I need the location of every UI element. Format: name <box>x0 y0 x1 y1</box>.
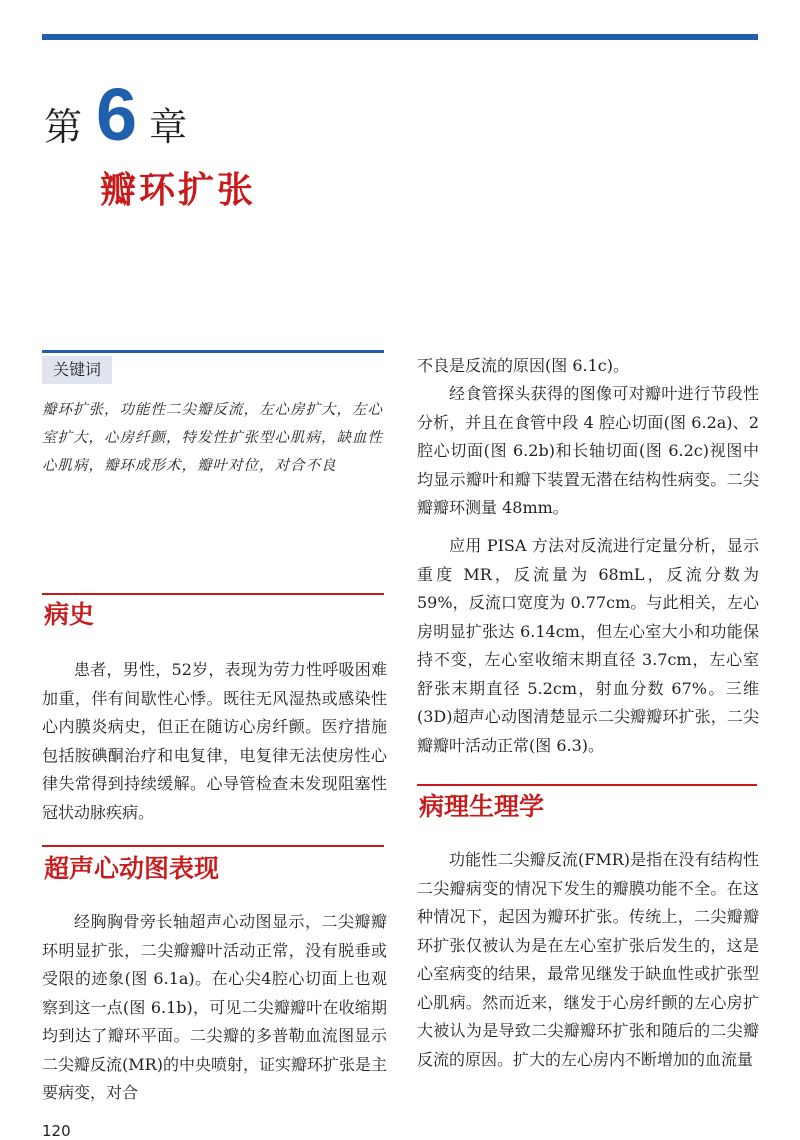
chapter-suffix: 章 <box>149 105 188 149</box>
chapter-title: 瓣环扩张 <box>100 170 257 211</box>
history-rule <box>42 593 384 595</box>
echo-continuation: 不良是反流的原因(图 6.1c)。 <box>417 356 629 375</box>
chapter-number: 6 <box>96 73 138 156</box>
echo-heading: 超声心动图表现 <box>44 854 220 883</box>
page-number: 120 <box>42 1122 71 1140</box>
pisa-paragraph: 应用 PISA 方法对反流进行定量分析，显示重度 MR，反流量为 68mL，反流分数为 59%，反流口宽度为 0.77cm。与此相关，左心房明显扩张达 6.14cm，但左心室大小和功能保持不变，左心室收缩末期直径 3.7cm，左心室舒张末期直径 5.2cm，射血分数 67%。三维(3D)超声心动图清楚显示二尖瓣瓣环扩张，二尖瓣瓣叶活动正常(图 6.3)。 <box>417 536 759 755</box>
echo-rule <box>42 845 384 847</box>
history-paragraph: 患者，男性，52岁，表现为劳力性呼吸困难加重，伴有间歇性心悸。既往无风湿热或感染性心内膜炎病史，但正在随访心房纤颤。医疗措施包括胺碘酮治疗和电复律，电复律无法使房性心律失常得到持续缓解。心导管检查未发现阻塞性冠状动脉疾病。 <box>42 660 387 822</box>
patho-heading: 病理生理学 <box>419 792 545 821</box>
patho-paragraph: 功能性二尖瓣反流(FMR)是指在没有结构性二尖瓣病变的情况下发生的瓣膜功能不全。在这种情况下，起因为瓣环扩张。传统上，二尖瓣瓣环扩张仅被认为是在左心室扩张后发生的，这是心室病变的结果，最常见继发于缺血性或扩张型心肌病。然而近来，继发于心房纤颤的左心房扩大被认为是导致二尖瓣瓣环扩张和随后的二尖瓣反流的原因。扩大的左心房内不断增加的血流量 <box>417 850 759 1069</box>
chapter-prefix: 第 <box>44 105 83 149</box>
tee-paragraph: 经食管探头获得的图像可对瓣叶进行节段性分析，并且在食管中段 4 腔心切面(图 6.2a)、2 腔心切面(图 6.2b)和长轴切面(图 6.2c)视图中均显示瓣叶和瓣下装置无潜在结构性病变。二尖瓣瓣环测量 48mm。 <box>417 384 759 517</box>
header-rule <box>42 34 758 40</box>
history-heading: 病史 <box>44 600 95 629</box>
patho-rule <box>417 784 757 786</box>
keywords-label: 关键词 <box>42 356 112 384</box>
keywords-text: 瓣环扩张，功能性二尖瓣反流，左心房扩大，左心室扩大，心房纤颤，特发性扩张型心肌病，缺血性心肌病，瓣环成形术，瓣叶对位，对合不良 <box>42 402 383 474</box>
keywords-rule <box>42 350 384 353</box>
chapter-heading <box>44 72 188 156</box>
echo-paragraph: 经胸胸骨旁长轴超声心动图显示，二尖瓣瓣环明显扩张，二尖瓣瓣叶活动正常，没有脱垂或受限的迹象(图 6.1a)。在心尖4腔心切面上也观察到这一点(图 6.1b)，可见二尖瓣瓣叶在收缩期均到达了瓣环平面。二尖瓣的多普勒血流图显示二尖瓣反流(MR)的中央喷射，证实瓣环扩张是主要病变，对合 <box>42 912 387 1102</box>
